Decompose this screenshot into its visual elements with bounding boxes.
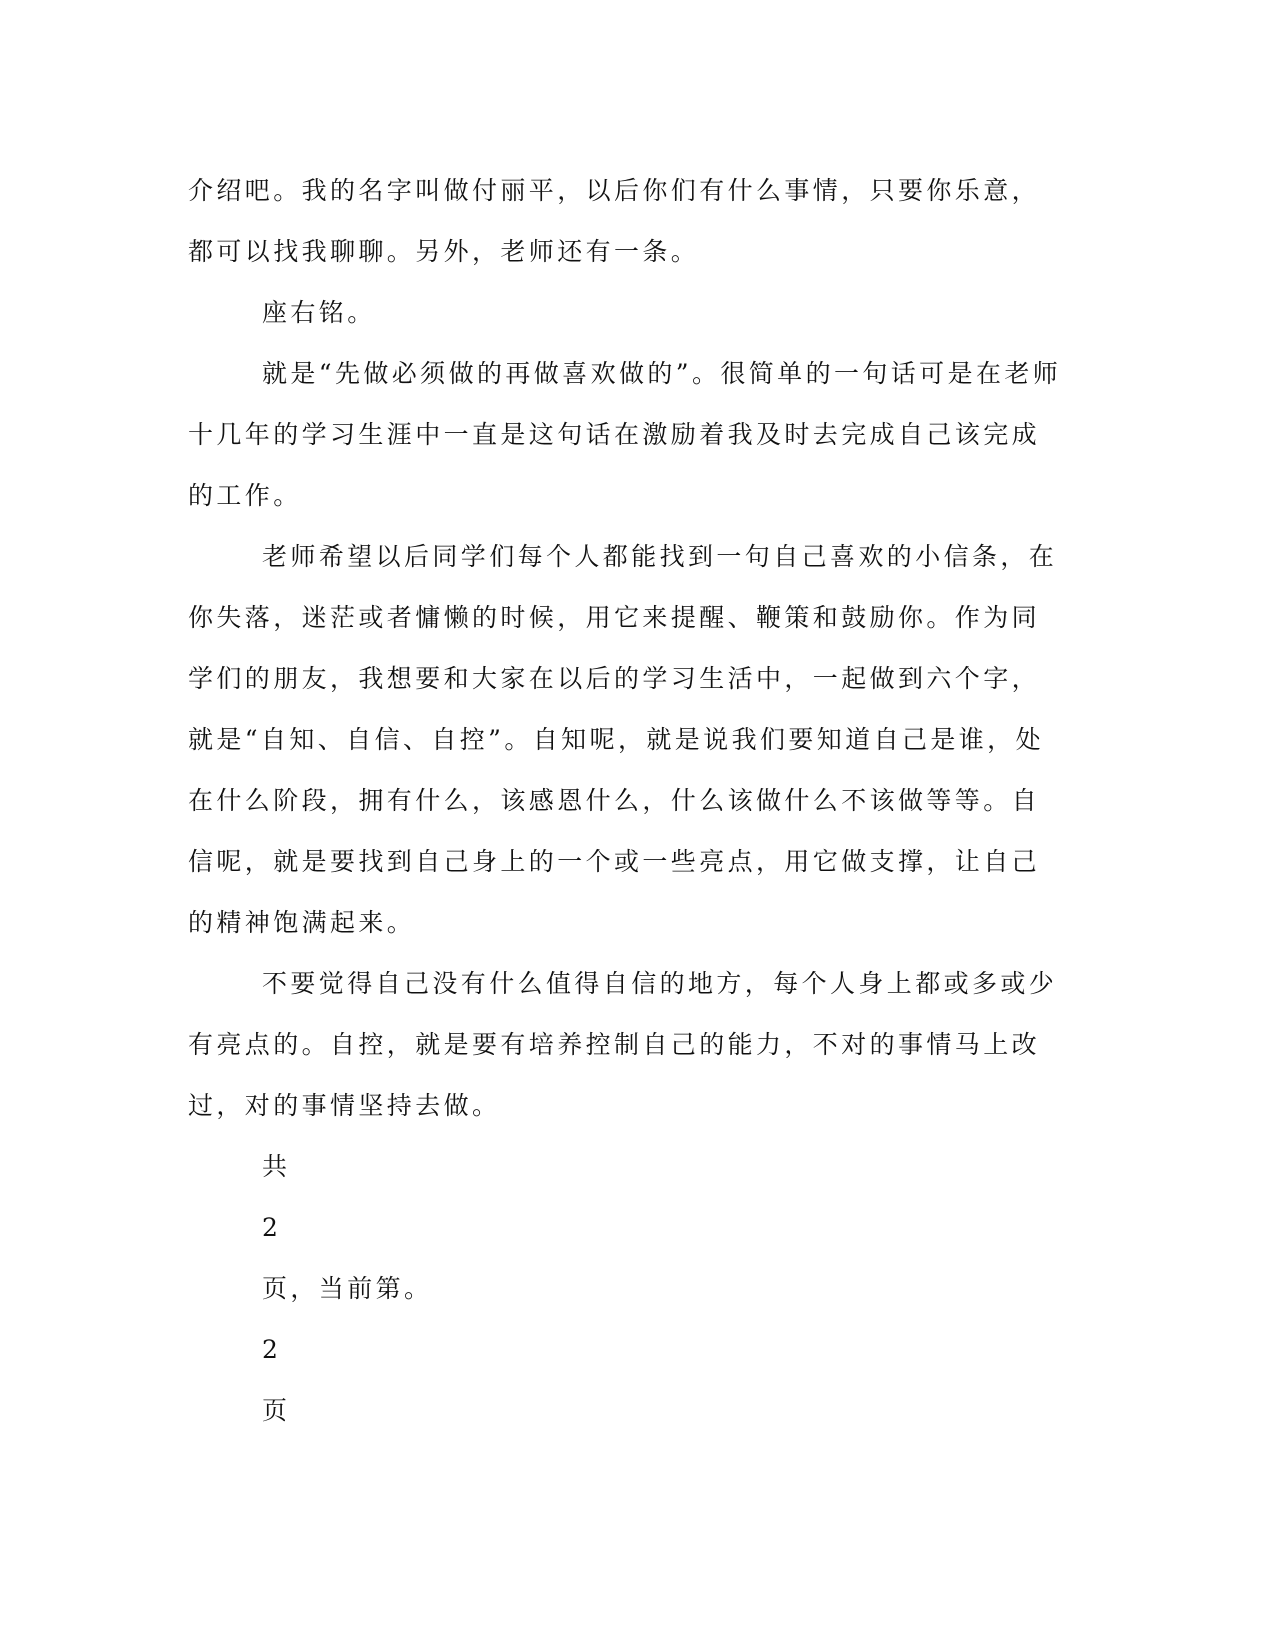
page-count-prefix: 共	[262, 1152, 291, 1181]
text-line: 有亮点的。自控，就是要有培养控制自己的能力，不对的事情马上改	[188, 1030, 1041, 1059]
page-count-current: 2	[262, 1335, 282, 1364]
text-line: 十几年的学习生涯中一直是这句话在激励着我及时去完成自己该完成	[188, 420, 1041, 449]
page-count-middle: 页，当前第。	[262, 1274, 433, 1303]
text-line: 学们的朋友，我想要和大家在以后的学习生活中，一起做到六个字，	[188, 664, 1041, 693]
page-count-suffix: 页	[262, 1396, 291, 1425]
text-line: 不要觉得自己没有什么值得自信的地方，每个人身上都或多或少	[262, 969, 1058, 998]
text-line: 信呢，就是要找到自己身上的一个或一些亮点，用它做支撑，让自己	[188, 847, 1041, 876]
text-line: 的精神饱满起来。	[188, 908, 416, 937]
page-count-total: 2	[262, 1213, 282, 1242]
text-line: 介绍吧。我的名字叫做付丽平，以后你们有什么事情，只要你乐意，	[188, 176, 1041, 205]
text-line: 你失落，迷茫或者慵懒的时候，用它来提醒、鞭策和鼓励你。作为同	[188, 603, 1041, 632]
text-line: 都可以找我聊聊。另外，老师还有一条。	[188, 237, 700, 266]
text-line: 就是“先做必须做的再做喜欢做的”。很简单的一句话可是在老师	[262, 359, 1062, 388]
text-line: 座右铭。	[262, 298, 376, 327]
text-line: 过，对的事情坚持去做。	[188, 1091, 501, 1120]
text-line: 的工作。	[188, 481, 302, 510]
text-line: 在什么阶段，拥有什么，该感恩什么，什么该做什么不该做等等。自	[188, 786, 1041, 815]
document-body	[188, 160, 1073, 1441]
text-line: 老师希望以后同学们每个人都能找到一句自己喜欢的小信条，在	[262, 542, 1058, 571]
text-line: 就是“自知、自信、自控”。自知呢，就是说我们要知道自己是谁，处	[188, 725, 1044, 754]
